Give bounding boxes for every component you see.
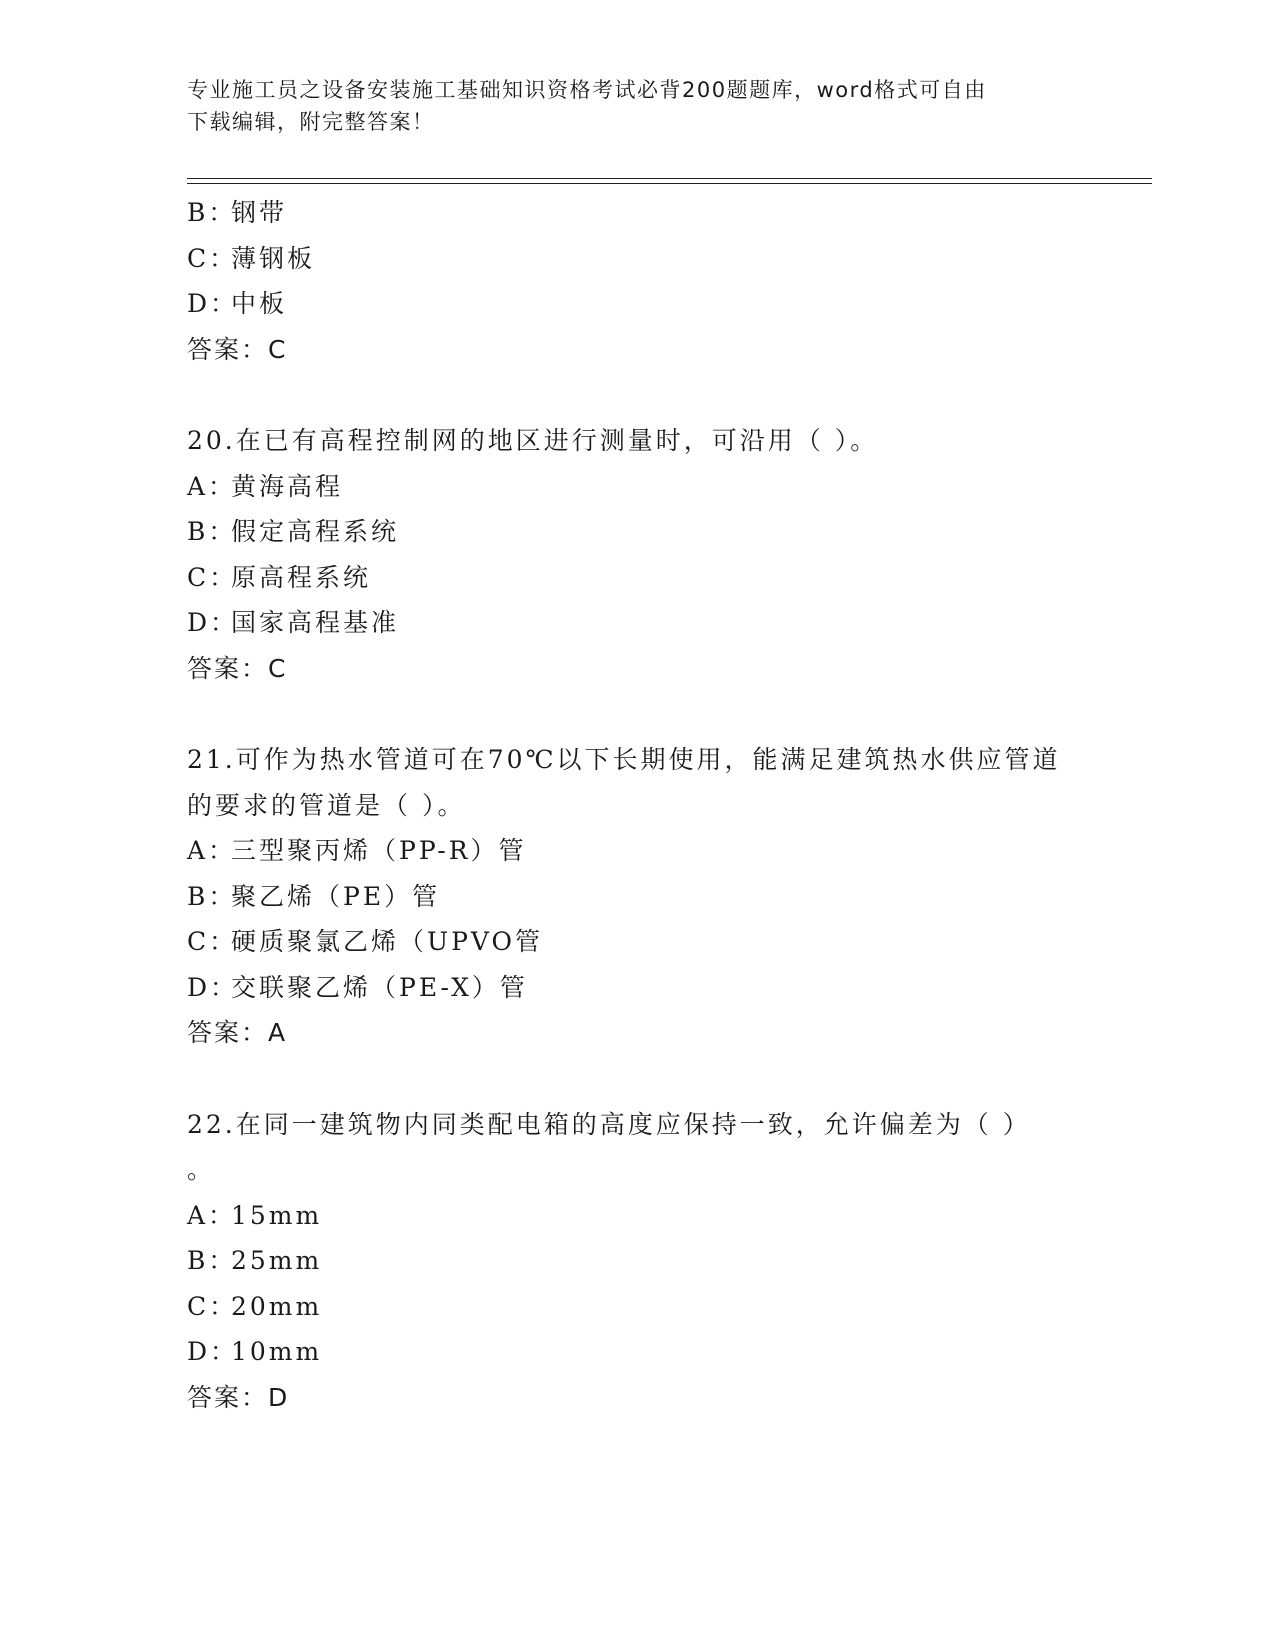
header-line-2: 下载编辑，附完整答案！ xyxy=(187,110,435,134)
question-21 xyxy=(187,737,1087,1056)
question-stem: 20.在已有高程控制网的地区进行测量时，可沿用（ ）。 xyxy=(187,426,879,455)
option-a: A：黄海高程 xyxy=(187,471,344,501)
option-c: C：硬质聚氯乙烯（UPVO管 xyxy=(187,927,544,956)
option-c: C：薄钢板 xyxy=(187,243,316,273)
question-stem-line-1: 22.在同一建筑物内同类配电箱的高度应保持一致，允许偏差为（ ） xyxy=(187,1109,1031,1139)
answer: 答案：C xyxy=(187,653,288,683)
question-stem-line-1: 21.可作为热水管道可在70℃以下长期使用，能满足建筑热水供应管道 xyxy=(187,745,1061,774)
option-b: B：钢带 xyxy=(187,198,288,227)
answer: 答案：D xyxy=(187,1382,290,1412)
option-c: C：原高程系统 xyxy=(187,562,372,592)
option-a: A：15mm xyxy=(187,1200,323,1230)
option-a: A：三型聚丙烯（PP-R）管 xyxy=(187,836,527,865)
option-d: D：10mm xyxy=(187,1337,323,1366)
answer: 答案：C xyxy=(187,334,288,364)
option-b: B：25mm xyxy=(187,1246,323,1275)
option-b: B：假定高程系统 xyxy=(187,517,400,546)
option-d: D：中板 xyxy=(187,289,288,318)
option-d: D：国家高程基准 xyxy=(187,608,400,637)
question-stem-line-2: 。 xyxy=(187,1155,216,1184)
question-22 xyxy=(187,1102,1087,1421)
question-20 xyxy=(187,418,1087,691)
option-c: C：20mm xyxy=(187,1291,323,1321)
question-list xyxy=(187,190,1087,1420)
answer: 答案：A xyxy=(187,1018,288,1047)
header-double-rule xyxy=(187,178,1152,184)
option-b: B：聚乙烯（PE）管 xyxy=(187,881,441,911)
document-header xyxy=(187,74,1067,138)
question-stem-line-2: 的要求的管道是（ ）。 xyxy=(187,790,466,820)
question-19 xyxy=(187,190,1087,372)
header-line-1: 专业施工员之设备安装施工基础知识资格考试必背200题题库，word格式可自由 xyxy=(187,78,987,102)
option-d: D：交联聚乙烯（PE-X）管 xyxy=(187,972,528,1002)
